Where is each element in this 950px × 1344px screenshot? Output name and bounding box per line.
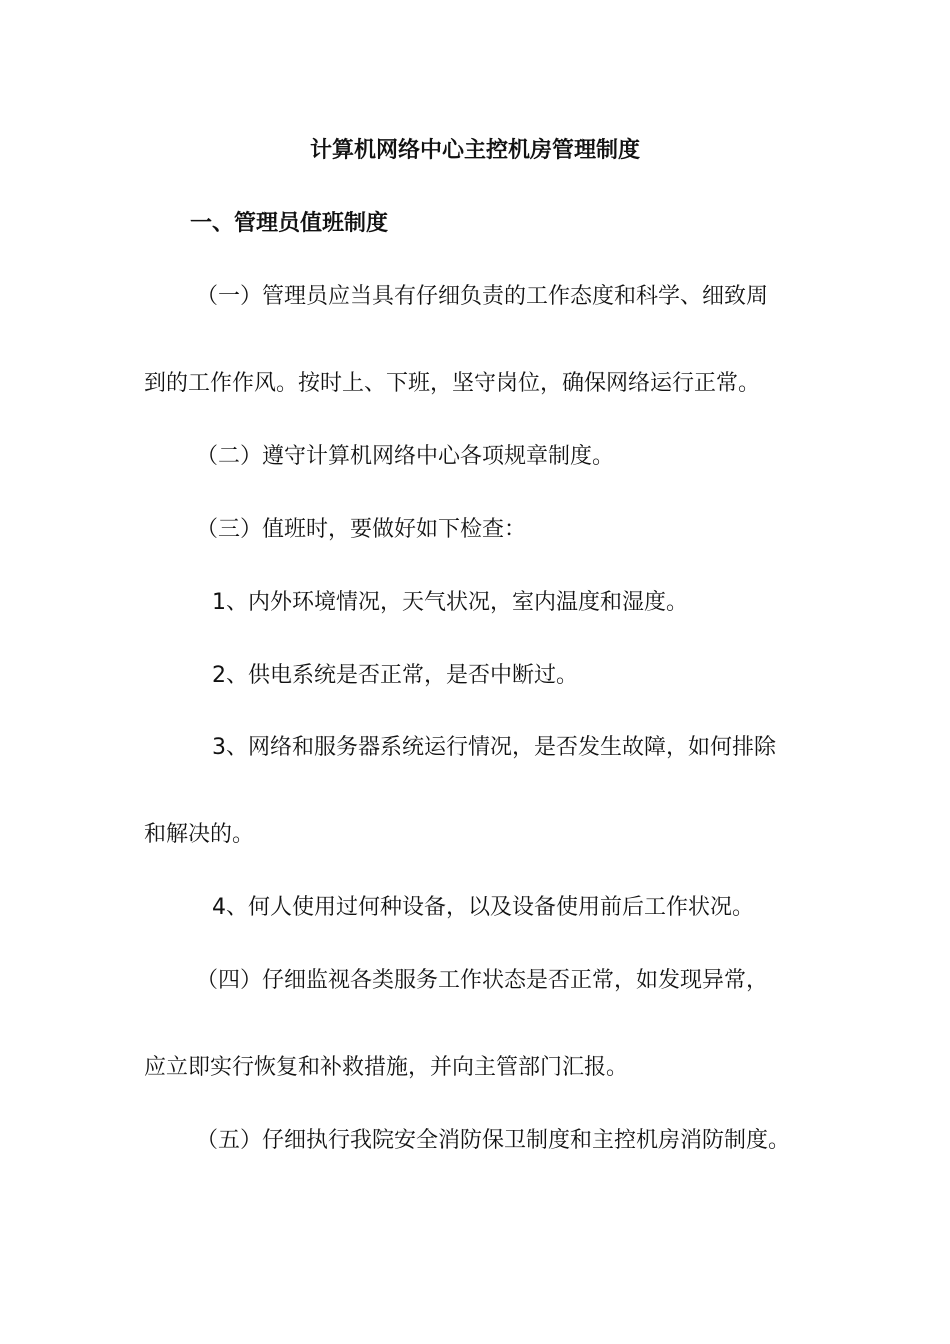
paragraph-line: （二）遵守计算机网络中心各项规章制度。 (196, 444, 615, 469)
paragraph-line: （三）值班时，要做好如下检查： (196, 517, 527, 542)
paragraph-line: （五）仔细执行我院安全消防保卫制度和主控机房消防制度。 (196, 1128, 791, 1153)
document-title: 计算机网络中心主控机房管理制度 (309, 138, 640, 163)
paragraph-line: 到的工作作风。按时上、下班，坚守岗位，确保网络运行正常。 (144, 371, 761, 396)
paragraph-line: （四）仔细监视各类服务工作状态是否正常，如发现异常， (196, 968, 769, 993)
paragraph-line: 应立即实行恢复和补救措施，并向主管部门汇报。 (144, 1055, 629, 1080)
list-item-line: 4、何人使用过何种设备，以及设备使用前后工作状况。 (212, 895, 754, 920)
list-item-line: 3、网络和服务器系统运行情况，是否发生故障，如何排除 (212, 735, 776, 760)
list-item-line: 2、供电系统是否正常，是否中断过。 (212, 663, 578, 688)
section-heading: 一、管理员值班制度 (190, 211, 389, 236)
list-item-line: 1、内外环境情况，天气状况，室内温度和湿度。 (212, 590, 688, 615)
list-item-line: 和解决的。 (144, 822, 255, 847)
paragraph-line: （一）管理员应当具有仔细负责的工作态度和科学、细致周 (196, 284, 769, 309)
